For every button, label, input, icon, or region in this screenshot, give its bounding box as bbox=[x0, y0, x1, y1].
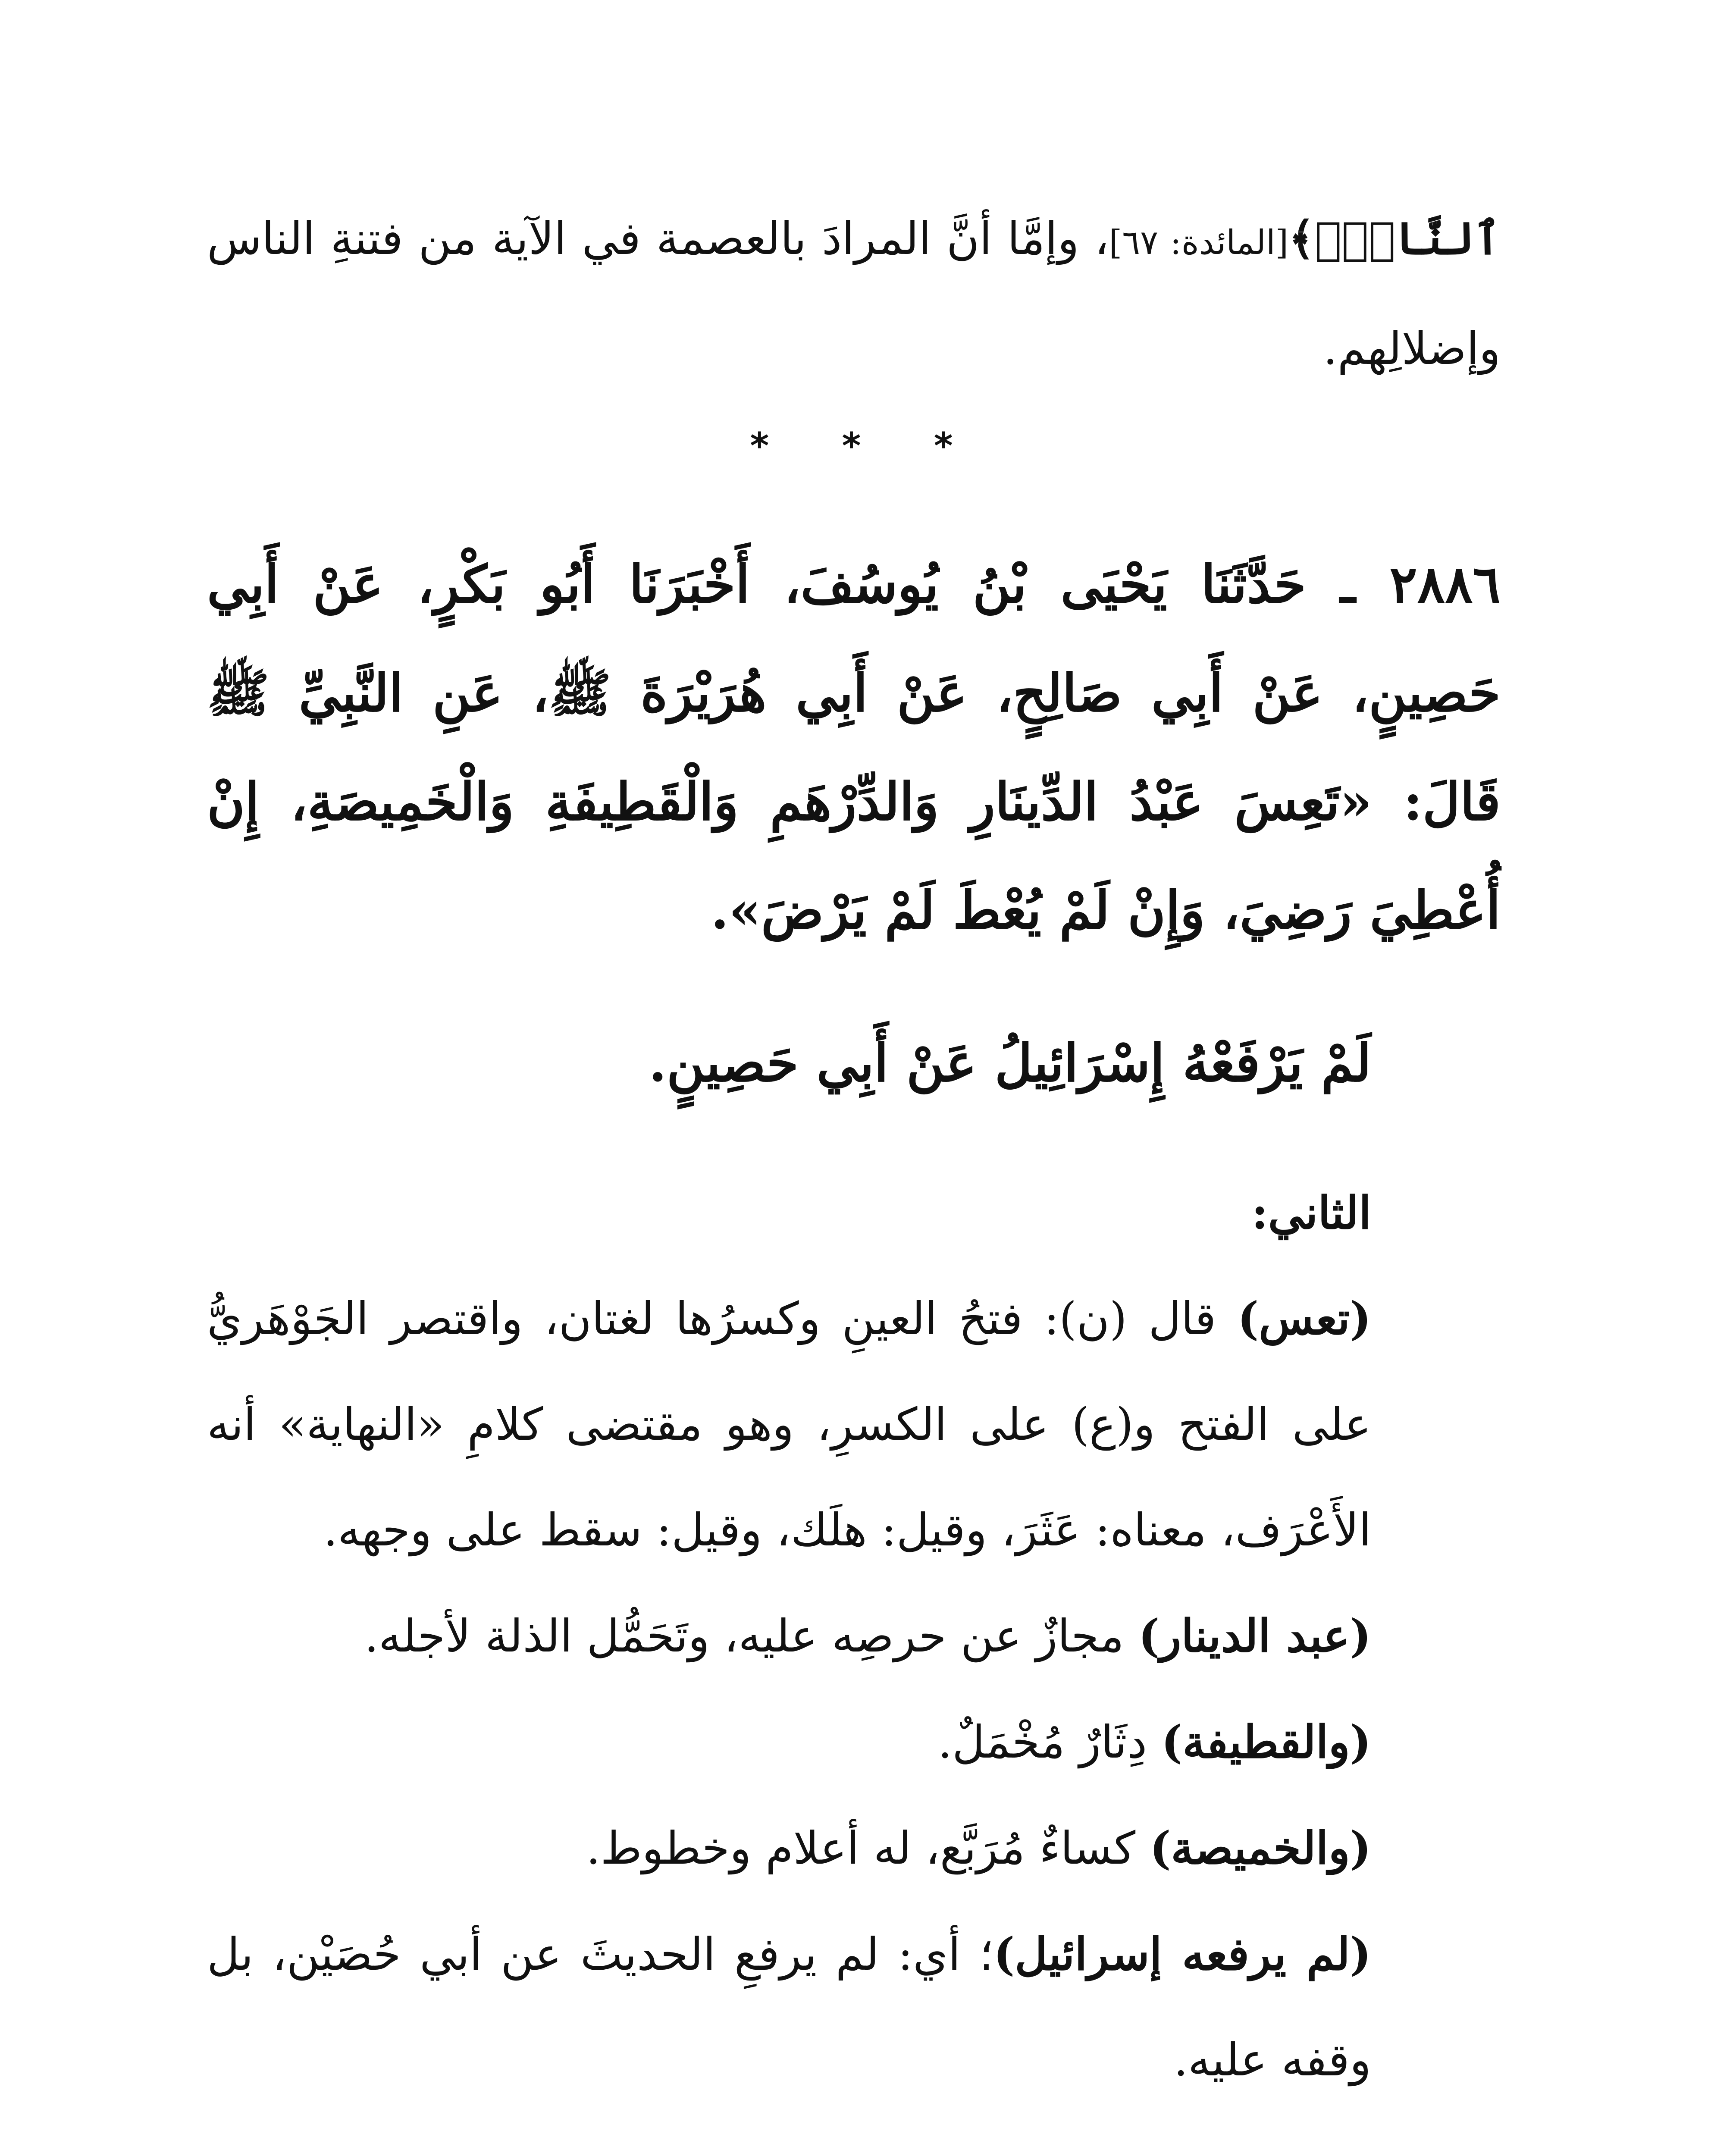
commentary-text: كساءٌ مُرَبَّع، له أعلام وخطوط. bbox=[586, 1822, 1150, 1874]
commentary bbox=[207, 1160, 1501, 2113]
commentary-text: دِثَارٌ مُخْمَلٌ. bbox=[938, 1716, 1162, 1768]
commentary-text: مجازٌ عن حرصِه عليه، وتَحَمُّل الذلة لأجله. bbox=[364, 1610, 1138, 1662]
quran-citation: [المائدة: ٦٧] bbox=[1109, 223, 1289, 262]
commentary-paragraph bbox=[207, 1795, 1501, 1901]
commentary-term: (عبد الدينار) bbox=[1138, 1609, 1371, 1662]
intro-text-end: وإضلالِهم. bbox=[1323, 322, 1501, 375]
hadith-body: ٢٨٨٦ ـ حَدَّثَنَا يَحْيَى بْنُ يُوسُفَ، أَخْبَرَنَا أَبُو بَكْرٍ، عَنْ أَبِي حَصِينٍ، عَنْ أَبِي صَالِحٍ، عَنْ أَبِي هُرَيْرَةَ ﷺ، عَنِ النَّبِيِّ ﷺ قَالَ: «تَعِسَ عَبْدُ الدِّينَارِ وَالدِّرْهَمِ وَالْقَطِيفَةِ وَالْخَمِيصَةِ، إِنْ أُعْطِيَ رَضِيَ، وَإِنْ لَمْ يُعْطَ لَمْ يَرْضَ». bbox=[207, 554, 1501, 941]
commentary-paragraph bbox=[207, 1266, 1501, 1583]
commentary-paragraph bbox=[207, 1689, 1501, 1795]
hadith-text bbox=[207, 530, 1501, 965]
commentary-term: (لم يرفعه إسرائيل) bbox=[993, 1927, 1371, 1981]
commentary-heading: الثاني: bbox=[1251, 1186, 1371, 1239]
commentary-term: (تعس) bbox=[1237, 1292, 1371, 1345]
commentary-text: قال (ن): فتحُ العينِ وكسرُها لغتان، واقتصر الجَوْهَريُّ على الفتح و(ع) على الكسرِ، وهو مقتضى كلامِ «النهاية» أنه الأَعْرَف، معناه: عَثَرَ، وقيل: هلَك، وقيل: سقط على وجهه. bbox=[207, 1292, 1371, 1556]
commentary-text: ؛ أي: لم يرفعِ الحديثَ عن أبي حُصَيْن، بل وقفه عليه. bbox=[207, 1928, 1371, 2086]
hadith-note-text: لَمْ يَرْفَعْهُ إِسْرَائِيلُ عَنْ أَبِي حَصِينٍ. bbox=[649, 1033, 1371, 1094]
section-divider-top: * * * bbox=[750, 425, 983, 467]
hadith-note bbox=[207, 1009, 1501, 1118]
quran-word: ٱلنَّاسِۗ﴾ bbox=[1288, 212, 1501, 265]
commentary-paragraph bbox=[207, 1583, 1501, 1689]
commentary-term: (والخميصة) bbox=[1150, 1821, 1371, 1874]
intro-text: ، وإمَّا أنَّ المرادَ بالعصمة في الآية من فتنةِ الناس bbox=[207, 212, 1109, 265]
commentary-paragraph bbox=[207, 1901, 1501, 2113]
intro-paragraph bbox=[207, 185, 1501, 401]
commentary-term: (والقطيفة) bbox=[1161, 1715, 1371, 1768]
